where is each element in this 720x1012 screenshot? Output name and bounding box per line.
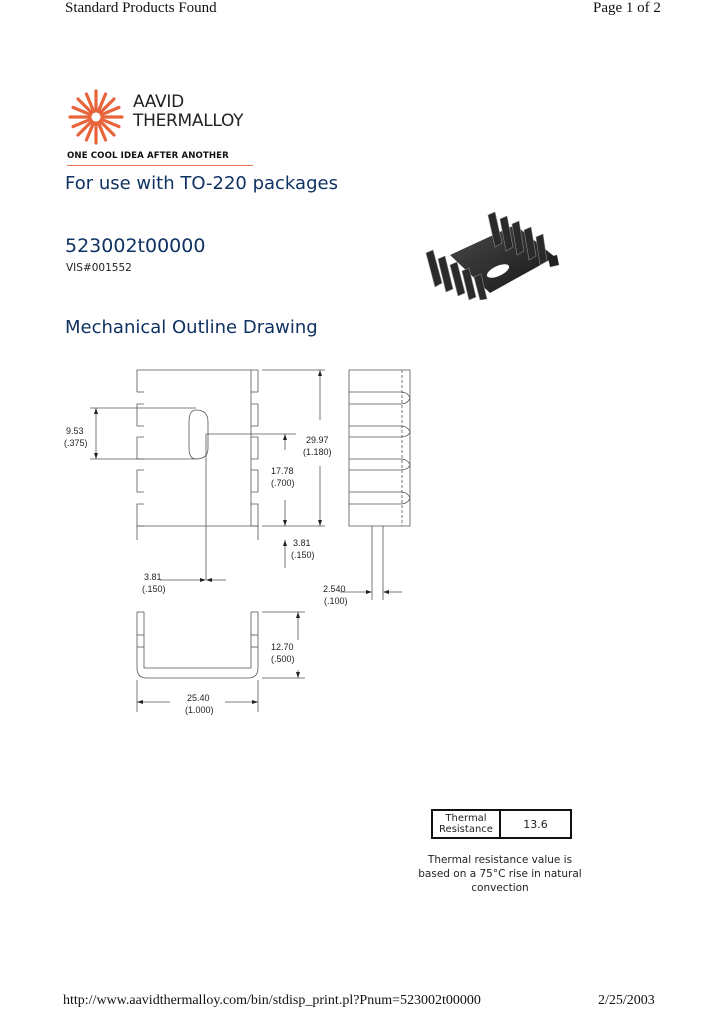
thermal-resistance-value: 13.6 — [500, 810, 571, 838]
logo-tagline: ONE COOL IDEA AFTER ANOTHER — [67, 151, 229, 161]
mechanical-outline-drawing — [60, 360, 420, 720]
dim-slot-height-in: (.375) — [64, 438, 88, 448]
dim-width-mm: 25.40 — [187, 693, 210, 703]
thermal-note: Thermal resistance value is based on a 75°C rise in natural convection — [418, 854, 582, 894]
dim-slot-height-mm: 9.53 — [66, 426, 84, 436]
dim-hole-offset-mm: 3.81 — [144, 572, 162, 582]
dim-overall-height-mm: 29.97 — [306, 435, 329, 445]
vis-number: VIS#001552 — [66, 262, 132, 274]
thermal-resistance-table — [431, 809, 572, 839]
thermal-label-line2: Resistance — [439, 824, 493, 835]
dim-fin-height-in: (.500) — [271, 654, 295, 664]
dim-tab-length-mm: 3.81 — [293, 538, 311, 548]
dim-overall-height-in: (1.180) — [303, 447, 332, 457]
print-footer-url: http://www.aavidthermalloy.com/bin/stdisp_print.pl?Pnum=523002t00000 — [63, 993, 481, 1008]
dim-thickness-mm: 2.540 — [323, 584, 346, 594]
print-header-title: Standard Products Found — [65, 0, 217, 16]
logo-brand — [133, 93, 243, 131]
dim-tab-length-in: (.150) — [291, 550, 315, 560]
dim-hole-to-base-in: (.700) — [271, 478, 295, 488]
dim-thickness-in: (.100) — [324, 596, 348, 606]
dim-width-in: (1.000) — [185, 705, 214, 715]
thermal-resistance-label — [432, 810, 500, 838]
part-number: 523002t00000 — [65, 235, 206, 257]
drawing-heading: Mechanical Outline Drawing — [65, 317, 318, 338]
use-heading: For use with TO-220 packages — [65, 173, 338, 194]
dim-hole-offset-in: (.150) — [142, 584, 166, 594]
logo-brand-line2: THERMALLOY — [133, 111, 244, 131]
dim-hole-to-base-mm: 17.78 — [271, 466, 294, 476]
print-header-page: Page 1 of 2 — [593, 0, 661, 16]
dim-fin-height-mm: 12.70 — [271, 642, 294, 652]
logo-divider — [67, 165, 253, 166]
sunburst-logo-icon — [66, 88, 130, 146]
print-footer-date: 2/25/2003 — [598, 993, 655, 1008]
heatsink-photo — [420, 195, 580, 300]
logo-brand-line1: AAVID — [133, 92, 184, 112]
thermal-label-line1: Thermal — [445, 813, 487, 824]
